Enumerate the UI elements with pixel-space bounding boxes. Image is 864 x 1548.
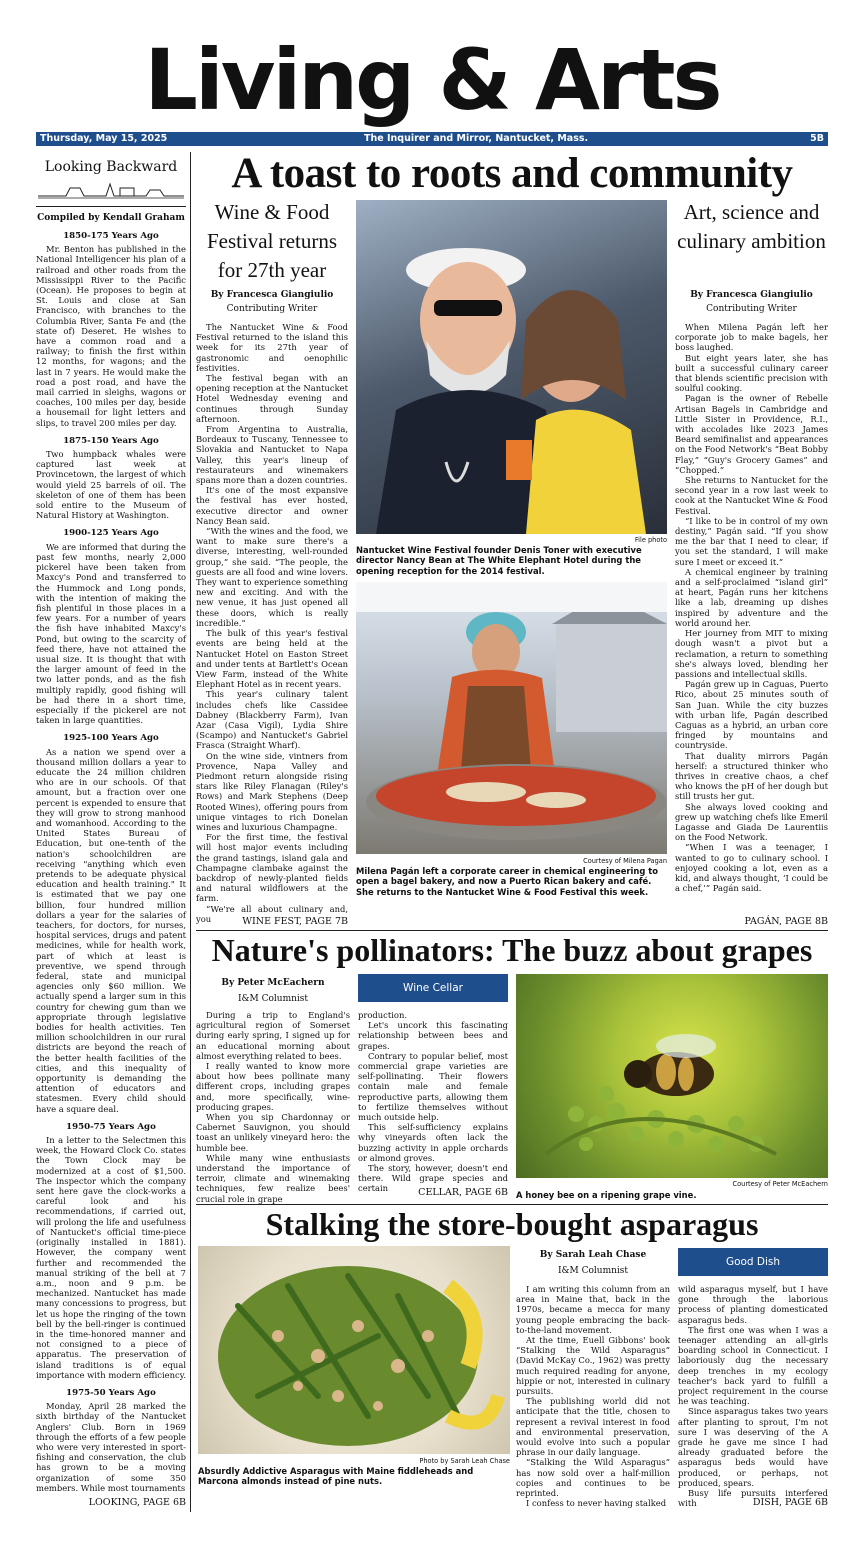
paragraph: “When I was a teenager, I wanted to go to culinary school. I enjoyed cooking a lot, even as a kid, and always thought, ‘I could be a chef,’” Pagán said.: [675, 842, 828, 894]
paragraph: For the first time, the festival will host major events including the grand tastings, island gala and Champagne clambake against the backdrop of newly-planted fields and natural wildflowers at the farm.: [196, 832, 348, 904]
section-text: We are informed that during the past few months, nearly 2,000 pickerel have been taken from Maxcy's Pond and transferred to the Hummock and Long ponds, with the intention of making the fish plentiful in those places in a few years. For a number of years the fish have inhabited Maxcy's Pond, but owing to the scarcity of feed there, have not attained the usual size. It is thought that with the larger amount of feed in the two latter ponds, and as the fish multiply rapidly, good fishing will be had there in a short time, especially if the pickerel are not taken in large quantities.: [36, 541, 186, 726]
pagan-body: [675, 322, 828, 908]
paragraph: Contrary to popular belief, most commercial grape varieties are self-pollinating. Their flowers contain male and female reproductive parts, allowing them to fertilize themselves without much outside help.: [358, 1050, 508, 1123]
paragraph: I really wanted to know more about how bees pollinate many different crops, including grapes and, more specifically, wine-producing grapes.: [196, 1061, 350, 1112]
photo-credit: File photo: [634, 536, 667, 544]
paragraph: On the wine side, vintners from Provence, Napa Valley and Piedmont return alongside rising stars like Riley Flanagan (Riley's Rows) and Mark Stephens (Deep Rooted Wines), offering pours from unique vintages to rich Donelan wines and luxurious Champagne.: [196, 750, 348, 832]
photo-asparagus-dish: [198, 1246, 510, 1454]
paragraph: Pagán grew up in Caguas, Puerto Rico, about 25 minutes south of San Juan. While the city buzzes with urban life, Pagán described Caguas as a hybrid, an urban core fringed by mountains and countryside.: [675, 679, 828, 751]
paragraph: “Stalking the Wild Asparagus” has now sold over a half-million copies and continues to be reprinted.: [516, 1457, 670, 1499]
pollinators-role: I&M Columnist: [237, 994, 309, 1004]
paragraph: A chemical engineer by training and a self-proclaimed “island girl” at heart, Pagán runs her kitchens like a lab, dreaming up dishes inspired by adventure and the world around her.: [675, 566, 828, 628]
paragraph: From Argentina to Australia, Bordeaux to Tuscany, Tennessee to Slovakia and Nantucket to Napa Valley, this year's lineup of restaurateurs and winemakers spans more than a dozen countries.: [196, 424, 348, 486]
looking-jump: LOOKING, PAGE 6B: [88, 1497, 186, 1508]
paragraph: wild asparagus myself, but I have gone through the laborious process of planting domesticated asparagus beds.: [678, 1284, 828, 1325]
pollinators-headline: Nature's pollinators: The buzz about grapes: [211, 932, 813, 968]
paragraph: The bulk of this year's festival events are being held at the Nantucket Hotel on Easton Street and under tents at Bartlett's Ocean View Farm, instead of the White Elephant Hotel as in recent years.: [196, 628, 348, 690]
header-bar: [36, 132, 828, 146]
paragraph: She always loved cooking and grew up watching chefs like Emeril Lagasse and Giada De Laurentiis on the Food Network.: [675, 801, 828, 843]
divider: [36, 206, 186, 207]
photo-credit: Courtesy of Milena Pagan: [583, 857, 667, 865]
wine-fest-byline: By Francesca Giangiulio: [210, 290, 334, 300]
section-heading: 1950-75 Years Ago: [66, 1121, 156, 1132]
paragraph: But eight years later, she has built a successful culinary career that blends scientific precision with soulful cooking.: [675, 352, 828, 394]
paragraph: “I like to be in control of my own destiny,” Pagán said. “If you show me the bar that I need to clear, if you set the standard, I will make sure I meet or exceed it.”: [675, 515, 828, 567]
paragraph: That duality mirrors Pagán herself: a structured thinker who thrives in creative chaos, a chef who knows the pH of her dough but still trusts her gut.: [675, 750, 828, 802]
paragraph: When you sip Chardonnay or Cabernet Sauvignon, you should toast an unlikely vineyard hero: the humble bee.: [196, 1112, 350, 1153]
wine-cellar-tag: Wine Cellar: [358, 974, 508, 1002]
asparagus-role: I&M Columnist: [557, 1266, 629, 1276]
paragraph: Since asparagus takes two years after planting to sprout, I'm not sure I was deserving of the A grade he gave me since I had already graduated before the asparagus beds would have produced, or perhaps, not produced, spears.: [678, 1406, 828, 1488]
pollinators-col-1: [196, 1010, 350, 1204]
paragraph: It's one of the most expansive the festival has ever hosted, executive director and owner Nancy Bean said.: [196, 485, 348, 526]
paragraph: When Milena Pagán left her corporate job to make bagels, her boss laughed.: [675, 322, 828, 353]
masthead: Living & Arts: [144, 31, 720, 129]
section-heading: 1875-150 Years Ago: [63, 435, 159, 446]
photo-wine-festival-founders: [356, 200, 667, 534]
paragraph: The story, however, doesn't end there. Wild grape species and certain: [358, 1163, 508, 1194]
publication-name: The Inquirer and Mirror, Nantucket, Mass.: [364, 133, 589, 144]
paragraph: production.: [358, 1010, 407, 1020]
wine-fest-role: Contributing Writer: [226, 304, 318, 314]
looking-backward-logo: Looking Backward: [44, 159, 178, 175]
section-heading: 1925-100 Years Ago: [63, 733, 159, 744]
paragraph: During a trip to England's agricultural region of Somerset during early spring, I signed up for an educational morning about almost everything related to bees.: [196, 1010, 350, 1061]
paragraph: I confess to never having stalked: [526, 1498, 667, 1509]
section-heading: 1850-175 Years Ago: [63, 231, 159, 241]
paragraph: “We're all about culinary and, you: [196, 903, 348, 924]
photo-asparagus-illustration: [198, 1246, 510, 1454]
section-text: In a letter to the Selectmen this week, the Howard Clock Co. states the Town Clock may be modernized at a cost of $1,500. The inspector which the company sent here gave the clock-works a careful look and his recommendations, if carried out, will prolong the life and usefulness of Nantucket's official time-piece (originally installed in 1881). However, the company went further and recommended the manual striking of the bell at 7 a.m., noon and 9 p.m. be mechanized. Nantucket has made many concessions to progress, but let us hope the ringing of the town bell by the bell-ringer is continued in the time-honored manner and not consigned to a piece of apparatus. The preservation of island traditions is of equal importance with modern efficiency.: [36, 1135, 186, 1380]
section-heading: 1900-125 Years Ago: [63, 528, 159, 539]
photo-credit: Photo by Sarah Leah Chase: [419, 1457, 510, 1465]
photo-honey-bee-illustration: [516, 974, 828, 1178]
photo-wine-festival-illustration: [356, 200, 667, 534]
wine-fest-jump: WINE FEST, PAGE 7B: [242, 916, 348, 927]
pagan-role: Contributing Writer: [706, 304, 797, 314]
photo-milena-pagan-cooking: [356, 582, 667, 854]
photo-milena-pagan-illustration: [356, 582, 667, 854]
pollinators-byline: By Peter McEachern: [221, 978, 325, 988]
paragraph: She returns to Nantucket for the second year in a row last week to cook at the Nantucket Wine & Food Festival.: [675, 475, 828, 516]
paragraph: The Nantucket Wine & Food Festival returned to the island this week for its 27th year of gastronomic and oenophilic festivities.: [196, 322, 348, 373]
looking-backward-text: [36, 231, 186, 1493]
section-heading: 1975-50 Years Ago: [66, 1387, 156, 1398]
wine-fest-deck: Wine & Food Festival returns for 27th year: [206, 200, 338, 282]
photo-caption: Absurdly Addictive Asparagus with Maine fiddleheads and Marcona almonds instead of pine nuts.: [198, 1466, 474, 1487]
pagan-byline: By Francesca Giangiulio: [690, 290, 813, 300]
photo-caption: A honey bee on a ripening grape vine.: [516, 1190, 697, 1200]
paragraph: I am writing this column from an area in Maine that, back in the 1970s, became a mecca for many young people embracing the back-to-the-land movement.: [516, 1284, 670, 1335]
good-dish-tag: Good Dish: [678, 1248, 828, 1276]
paragraph: Busy life pursuits interfered with: [678, 1488, 828, 1509]
column-rule: [190, 152, 191, 1512]
lead-headline: A toast to roots and community: [231, 150, 793, 197]
paragraph: Her journey from MIT to mixing dough wasn't a pivot but a reclamation, a return to something she's always loved, blending her passions and intellectual skills.: [675, 628, 828, 679]
photo-caption: Milena Pagán left a corporate career in chemical engineering to open a bagel bakery, and now a Puerto Rican bakery and café. She returns to the Nantucket Wine & Food Festival this week.: [356, 866, 659, 897]
section-text: Two humpback whales were captured last week at Provincetown, the largest of which would yield 25 barrels of oil. The skeleton of one of them has been sold entire to the Museum of Natural History at Washington.: [36, 449, 186, 521]
paragraph: The first one was when I was a teenager attending an all-girls boarding school in Connecticut. I laboriously dug the necessary deep trenches in my ecology teacher's back yard to fulfill a project requirement in the course he was teaching.: [678, 1324, 828, 1407]
asparagus-headline: Stalking the store-bought asparagus: [265, 1206, 759, 1242]
pagan-jump: PAGÁN, PAGE 8B: [744, 916, 828, 927]
looking-backward-column: [36, 150, 186, 1495]
section-text: Mr. Benton has published in the National Intelligencer his plan of a railroad and other roads from the Mississippi River to the Pacific (Ocean). He proposes to begin at St. Louis and close at San Francisco, with branches to the Columbia River, Santa Fe and (the state of) Deseret. He wishes to have a common road and a railway; to finish the first within 12 months, for wagons; and the last in 7 years. He would make the road a post road, and have the mail carried in sleighs, wagons or coaches, 100 miles per day, beside a housemail for light letters and slips, to travel 200 miles per day.: [36, 244, 186, 428]
issue-date: Thursday, May 15, 2025: [40, 133, 168, 144]
paragraph: Let's uncork this fascinating relationship between bees and grapes.: [358, 1020, 508, 1051]
asparagus-byline: By Sarah Leah Chase: [539, 1250, 647, 1260]
asparagus-col-1: [516, 1284, 670, 1514]
paragraph: At the time, Euell Gibbons' book “Stalking the Wild Asparagus” (David McKay Co., 1962) was pretty much required reading for anyone, hippie or not, interested in culinary pursuits.: [516, 1335, 670, 1397]
paragraph: “With the wines and the food, we want to make sure there's a diverse, interesting, well-rounded group,” she said. “The people, the guests are all food and wine lovers. They want to experience something new and exciting. And with the new venue, it has just opened all these doors, which is really incredible.”: [196, 526, 348, 628]
photo-caption: Nantucket Wine Festival founder Denis Toner with executive director Nancy Bean at The White Elephant Hotel during the opening reception for the 2014 festival.: [356, 545, 642, 576]
compiled-by: Compiled by Kendall Graham: [37, 213, 185, 223]
section-text: As a nation we spend over a thousand million dollars a year to educate the 24 million children who are in our schools. Of that amount, but a fraction over one percent is expended to ensure that they will grow to strong manhood and womanhood. According to the United States Bureau of Education, but one-tenth of the nation's schoolchildren are receiving "anything which even pretends to be adequate physical education and health training." It is estimated that we pay one billion, four hundred million dollars a year for the salaries of teachers, for doctors, for nurses, hospital services, drugs and patent medicines, while for health work, part of which at least is preventive, we spend through federal, state and municipal agencies only $60 million. We actually spend a larger sum in this country for chewing gum than we appropriate through legislative bodies for health activities. Ten million schoolchildren in our rural districts are beyond the reach of the better health facilities of the cities, and this inequality of opportunity is demanding the attention of educators and statesmen. Every child should have a square deal.: [36, 746, 186, 1114]
paragraph: This self-sufficiency explains why vineyards often lack the buzzing activity in apple orchards or almond groves.: [358, 1122, 508, 1163]
photo-honey-bee: [516, 974, 828, 1178]
paragraph: The festival began with an opening reception at the Nantucket Hotel Wednesday evening and continues through Sunday afternoon.: [196, 373, 348, 424]
paragraph: Pagan is the owner of Rebelle Artisan Bagels in Cambridge and Little Sister in Providence, R.I., with accolades like 2023 James Beard semifinalist and appearances on the Food Network's “Beat Bobby Flay,” “Guy's Grocery Games” and “Chopped.”: [675, 393, 828, 475]
page-number: 5B: [810, 133, 824, 144]
dish-jump: DISH, PAGE 6B: [752, 1497, 828, 1508]
looking-backward-illustration: [36, 178, 186, 200]
pagan-deck: Art, science and culinary ambition: [677, 200, 826, 253]
cellar-jump: CELLAR, PAGE 6B: [418, 1187, 508, 1198]
section-text: Monday, April 28 marked the sixth birthday of the Nantucket Anglers' Club. Born in 1969 through the efforts of a few people who were very interested in sport-fishing and conservation, the club has grown to be a moving organization of some 350 members. While most tournaments: [36, 1401, 186, 1493]
photo-credit: Courtesy of Peter McEachern: [732, 1180, 828, 1188]
paragraph: While many wine enthusiasts understand the importance of terroir, climate and winemaking techniques, few realize bees' crucial role in grape: [196, 1152, 350, 1204]
paragraph: This year's culinary talent includes chefs like Cassidee Dabney (Blackberry Farm), Ivan Azar (Casa Vigil), Lydia Shire (Scampo) and Nantucket's Gabriel Frasca (Straight Wharf).: [196, 689, 348, 751]
paragraph: The publishing world did not anticipate that the title, chosen to represent a revival interest in food and environmental preservation, would evolve into such a popular phrase in our daily language.: [516, 1396, 670, 1458]
